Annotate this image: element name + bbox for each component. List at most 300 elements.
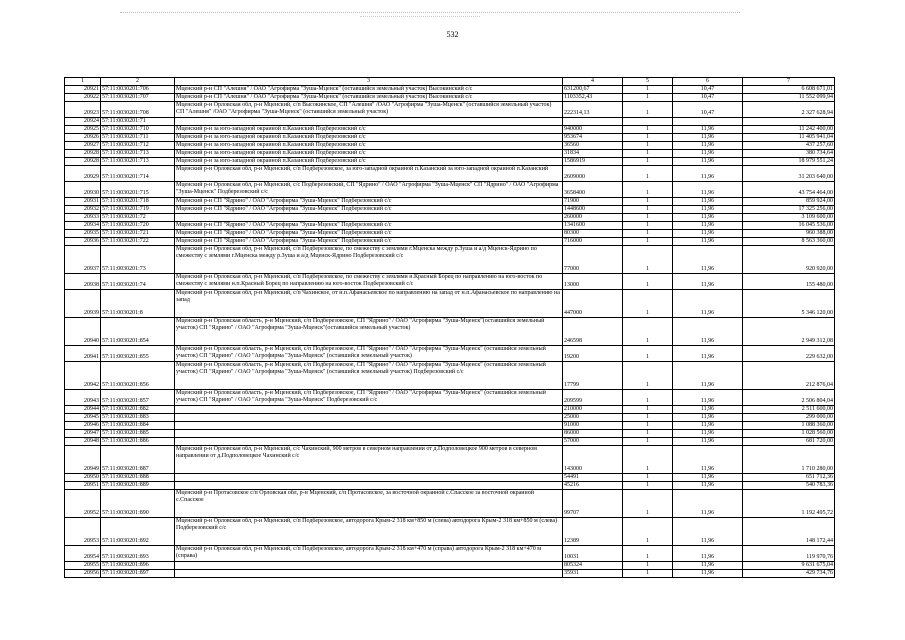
address-cell [175,438,563,446]
area-cell: 86000 [563,430,623,438]
cadastral-number-cell: 57:11:0030201:714 [101,166,175,182]
cadastral-number-cell: 57:11:0030201:713 [101,158,175,166]
table-row [65,94,835,102]
table-row [65,406,835,414]
address-cell: Мценский р-н Орловская область, р-н Мценский, с/п Подберезовское, СП "Ядрино" / ОАО "Агрофирма "Зуша-Мценск"(оставшийся земельный участок) СП "Ядрино" / ОАО "Агрофирма "Зуша-Мценск"(оставшийся земельный участок) [175,318,563,346]
header-cell: 4 [563,78,623,86]
address-cell [175,562,563,570]
count-cell: 1 [623,182,673,198]
value-cell: 1 028 560,00 [743,430,835,438]
count-cell: 1 [623,474,673,482]
count-cell: 1 [623,142,673,150]
table-row [65,346,835,362]
count-cell [623,118,673,126]
area-cell: 99707 [563,490,623,518]
count-cell: 1 [623,214,673,222]
header-cell: 2 [101,78,175,86]
row-number-cell: 20936 [65,238,101,246]
value-cell: 2 327 628,94 [743,102,835,118]
rate-cell: 11,96 [673,222,743,230]
area-cell: 209599 [563,390,623,406]
table-row [65,274,835,290]
rate-cell: 11,96 [673,182,743,198]
table-row [65,142,835,150]
value-cell: 1 710 280,00 [743,446,835,474]
count-cell: 1 [623,490,673,518]
row-number-cell: 20942 [65,362,101,390]
cadastral-number-cell: 57:11:0030201:893 [101,546,175,562]
value-cell [743,118,835,126]
address-cell: Мценский р-н СП "Ядрино" / ОАО "Агрофирма "Зуша-Мценск" Подберезовский с/с [175,230,563,238]
row-number-cell: 20943 [65,390,101,406]
area-cell: 631200,67 [563,86,623,94]
count-cell: 1 [623,150,673,158]
header-row [65,78,835,86]
cadastral-number-cell: 57:11:0030201:720 [101,222,175,230]
cadastral-number-cell: 57:11:0030201:884 [101,422,175,430]
value-cell: 380 734,64 [743,150,835,158]
count-cell: 1 [623,158,673,166]
address-cell: Мценский р-н Протасовское с/п Орловская обл, р-н Мценский, с/п Протасовское, за восточной окраиной с.Спасское за восточной окраиной с.Спасское [175,490,563,518]
row-number-cell: 20941 [65,346,101,362]
address-cell: Мценский р-н Орловская обл, р-н Мценский, с/с Чахинский, 900 метров в северном направлении от д.Подполовецкое 900 метров в северном направлении от д.Подполовецкое Чахинский с/с [175,446,563,474]
rate-cell: 11,96 [673,490,743,518]
address-cell: Мценский р-н СП "Ядрино" / ОАО "Агрофирма "Зуша-Мценск" Подберезовский с/с [175,198,563,206]
cadastral-number-cell: 57:11:0030201:887 [101,446,175,474]
row-number-cell: 20926 [65,134,101,142]
address-cell: Мценский р-н Орловская обл, р-н Мценский, с/п Подберезовское, за юго-западной окраиной п.Казанский за юго-западной окраиной п.Казанский [175,166,563,182]
value-cell: 960 388,00 [743,230,835,238]
table-row [65,546,835,562]
area-cell [563,118,623,126]
table-row [65,230,835,238]
header-cell: 1 [65,78,101,86]
area-cell: 36560 [563,142,623,150]
table-row [65,414,835,422]
count-cell: 1 [623,518,673,546]
table-row [65,246,835,274]
row-number-cell: 20947 [65,430,101,438]
table-row [65,518,835,546]
rate-cell: 11,96 [673,198,743,206]
address-cell: Мценский р-н Орловская обл, р-н Мценский, с/п Подберезовское, по смежеству с землями г.Мценска между р.Зуша и а/д Мценск-Ядрино по смежеству с землями г.Мценска между р.Зуша и а/д Мценск-Ядрино Подберезовский с/с [175,246,563,274]
rate-cell: 11,96 [673,346,743,362]
header-cell: 3 [175,78,563,86]
cadastral-table [64,77,835,578]
count-cell: 1 [623,438,673,446]
row-number-cell: 20944 [65,406,101,414]
count-cell: 1 [623,406,673,414]
value-cell: 11 552 099,94 [743,94,835,102]
address-cell: Мценский р-н за юго-западной окраиной п.Казанский Подберезовский с/с [175,126,563,134]
count-cell: 1 [623,126,673,134]
cadastral-number-cell: 57:11:0030201:71 [101,118,175,126]
value-cell: 1 192 495,72 [743,490,835,518]
rate-cell: 11,96 [673,158,743,166]
rate-cell: 11,96 [673,446,743,474]
value-cell: 6 608 671,01 [743,86,835,94]
count-cell: 1 [623,246,673,274]
rate-cell: 11,96 [673,238,743,246]
rate-cell: 11,96 [673,474,743,482]
address-cell: Мценский р-н СП "Ядрино" / ОАО "Агрофирма "Зуша-Мценск" Подберезовский с/с [175,206,563,214]
header-cell: 7 [743,78,835,86]
address-cell: Мценский р-н за юго-западной окраиной п.Казанский Подберезовский с/с [175,134,563,142]
value-cell: 1 088 360,00 [743,422,835,430]
area-cell: 953674 [563,134,623,142]
row-number-cell: 20945 [65,414,101,422]
row-number-cell: 20927 [65,142,101,150]
row-number-cell: 20933 [65,214,101,222]
value-cell: 229 632,00 [743,346,835,362]
count-cell: 1 [623,390,673,406]
area-cell: 45216 [563,482,623,490]
value-cell: 299 000,00 [743,414,835,422]
count-cell: 1 [623,94,673,102]
rate-cell: 11,96 [673,570,743,578]
row-number-cell: 20928 [65,150,101,158]
address-cell [175,430,563,438]
address-cell [175,570,563,578]
address-cell: Мценский р-н Орловская обл, р-н Мценский, с/п Подберезовское, автодорога Крым-2 318 км+470 м (справа) автодорога Крым-2 318 км+470 м (справа) [175,546,563,562]
count-cell: 1 [623,134,673,142]
area-cell: 143000 [563,446,623,474]
address-cell [175,482,563,490]
rate-cell: 11,96 [673,430,743,438]
table-row [65,118,835,126]
rate-cell: 11,96 [673,362,743,390]
value-cell: 681 720,00 [743,438,835,446]
row-number-cell: 20921 [65,86,101,94]
rate-cell: 11,96 [673,206,743,214]
rate-cell: 10,47 [673,94,743,102]
row-number-cell: 20924 [65,118,101,126]
address-cell: Мценский р-н Орловская область, р-н Мценский, с/п Подберезовское, СП "Ядрино" / ОАО "Агрофирма "Зуша-Мценск" (оставшийся земельный участок) СП "Ядрино" / ОАО "Агрофирма "Зуша-Мценск" (оставшийся земельный участок) [175,346,563,362]
area-cell: 17799 [563,362,623,390]
area-cell: 210000 [563,406,623,414]
count-cell: 1 [623,562,673,570]
table-row [65,158,835,166]
area-cell: 447000 [563,290,623,318]
cadastral-number-cell: 57:11:0030201:712 [101,142,175,150]
table-row [65,166,835,182]
value-cell: 3 109 600,00 [743,214,835,222]
cadastral-number-cell: 57:11:0030201:721 [101,230,175,238]
row-number-cell: 20946 [65,422,101,430]
cadastral-number-cell: 57:11:0030201:892 [101,518,175,546]
table-row [65,182,835,198]
value-cell: 2 949 312,08 [743,318,835,346]
header-cell: 5 [623,78,673,86]
value-cell: 148 172,44 [743,518,835,546]
area-cell: 716000 [563,238,623,246]
address-cell: Мценский р-н Орловская обл, р-н Мценский, с/п Подберезовское, автодорога Крым-2 318 км+850 м (слева) автодорога Крым-2 318 км+850 м (слева) Подберезовский с/с [175,518,563,546]
cadastral-number-cell: 57:11:0030201:888 [101,474,175,482]
area-cell: 1341600 [563,222,623,230]
table-row [65,438,835,446]
rate-cell: 11,96 [673,414,743,422]
rate-cell [673,118,743,126]
count-cell: 1 [623,546,673,562]
cadastral-number-cell: 57:11:0030201:857 [101,390,175,406]
area-cell: 12389 [563,518,623,546]
address-cell: Мценский р-н Орловская область, р-н Мценский, с/п Подберезовское, СП "Ядрино" / ОАО "Агрофирма "Зуша-Мценск" (оставшийся земельный участок) СП "Ядрино" / ОАО "Агрофирма "Зуша-Мценск" Подберезовский с/с [175,390,563,406]
count-cell: 1 [623,238,673,246]
scan-artifact [360,16,480,18]
rate-cell: 11,96 [673,390,743,406]
value-cell: 2 511 600,00 [743,406,835,414]
rate-cell: 11,96 [673,142,743,150]
rate-cell: 11,96 [673,246,743,274]
table-row [65,206,835,214]
count-cell: 1 [623,274,673,290]
rate-cell: 11,96 [673,230,743,238]
rate-cell: 11,96 [673,274,743,290]
cadastral-number-cell: 57:11:0030201:855 [101,346,175,362]
cadastral-number-cell: 57:11:0030201:896 [101,562,175,570]
address-cell: Мценский р-н СП "Ядрино" / ОАО "Агрофирма "Зуша-Мценск" Подберезовский с/с [175,238,563,246]
table-row [65,562,835,570]
count-cell: 1 [623,222,673,230]
count-cell: 1 [623,230,673,238]
cadastral-number-cell: 57:11:0030201:72 [101,214,175,222]
cadastral-number-cell: 57:11:0030201:713 [101,150,175,158]
count-cell: 1 [623,414,673,422]
count-cell: 1 [623,318,673,346]
row-number-cell: 20951 [65,482,101,490]
rate-cell: 11,96 [673,214,743,222]
count-cell: 1 [623,166,673,182]
row-number-cell: 20935 [65,230,101,238]
table-row [65,422,835,430]
row-number-cell: 20940 [65,318,101,346]
rate-cell: 11,96 [673,126,743,134]
value-cell: 920 920,00 [743,246,835,274]
value-cell: 859 924,00 [743,198,835,206]
row-number-cell: 20930 [65,182,101,198]
area-cell: 10031 [563,546,623,562]
count-cell: 1 [623,206,673,214]
rate-cell: 11,96 [673,290,743,318]
area-cell: 71900 [563,198,623,206]
count-cell: 1 [623,362,673,390]
count-cell: 1 [623,346,673,362]
area-cell: 222314,13 [563,102,623,118]
cadastral-number-cell: 57:11:0030201:719 [101,206,175,214]
count-cell: 1 [623,290,673,318]
rate-cell: 11,96 [673,422,743,430]
area-cell: 35931 [563,570,623,578]
table-row [65,362,835,390]
cadastral-number-cell: 57:11:0030201:707 [101,94,175,102]
table-row [65,214,835,222]
row-number-cell: 20931 [65,198,101,206]
scan-artifact [120,12,740,14]
rate-cell: 11,96 [673,438,743,446]
rate-cell: 11,96 [673,518,743,546]
value-cell: 31 203 640,00 [743,166,835,182]
area-cell: 57000 [563,438,623,446]
row-number-cell: 20954 [65,546,101,562]
value-cell: 17 325 256,00 [743,206,835,214]
address-cell: Мценский р-н за юго-западной окраиной п.Казанский Подберезовский с/с [175,142,563,150]
value-cell: 155 480,00 [743,274,835,290]
row-number-cell: 20937 [65,246,101,274]
address-cell: Мценский р-н СП "Ядрино" / ОАО "Агрофирма "Зуша-Мценск" Подберезовский с/с [175,222,563,230]
value-cell: 429 734,76 [743,570,835,578]
row-number-cell: 20923 [65,102,101,118]
row-number-cell: 20950 [65,474,101,482]
area-cell: 80300 [563,230,623,238]
table-row [65,126,835,134]
area-cell: 260000 [563,214,623,222]
rate-cell: 11,96 [673,166,743,182]
address-cell [175,422,563,430]
table-row [65,290,835,318]
cadastral-number-cell: 57:11:0030201:897 [101,570,175,578]
cadastral-number-cell: 57:11:0030201:706 [101,86,175,94]
table-row [65,446,835,474]
table-row [65,390,835,406]
page-number: 532 [446,30,459,39]
row-number-cell: 20956 [65,570,101,578]
value-cell: 11 405 941,04 [743,134,835,142]
row-number-cell: 20922 [65,94,101,102]
address-cell [175,406,563,414]
area-cell: 19200 [563,346,623,362]
cadastral-number-cell: 57:11:0030201:715 [101,182,175,198]
value-cell: 43 754 464,00 [743,182,835,198]
row-number-cell: 20948 [65,438,101,446]
area-cell: 940000 [563,126,623,134]
count-cell: 1 [623,430,673,438]
rate-cell: 11,96 [673,134,743,142]
count-cell: 1 [623,198,673,206]
row-number-cell: 20928 [65,158,101,166]
header-cell: 6 [673,78,743,86]
area-cell: 246598 [563,318,623,346]
table-row [65,482,835,490]
cadastral-number-cell: 57:11:0030201:710 [101,126,175,134]
address-cell: Мценский р-н Орловская обл, р-н Мценский, с/п Высокинское, СП "Алешня" /ОАО "Агрофирма "Зуша-Мценск" (оставшийся земельный участок) СП "Алешня" /ОАО "Агрофирма "Зуша-Мценск" (оставшийся земельный участок) [175,102,563,118]
address-cell: Мценский р-н за юго-западной окраиной п.Казанский Подберезовский с/с [175,150,563,158]
area-cell: 3658400 [563,182,623,198]
table-row [65,238,835,246]
cadastral-number-cell: 57:11:0030201:854 [101,318,175,346]
cadastral-number-cell: 57:11:0030201:708 [101,102,175,118]
area-cell: 2609000 [563,166,623,182]
cadastral-number-cell: 57:11:0030201:886 [101,438,175,446]
address-cell: Мценский р-н Орловская область, р-н Мценский, с/п Подберезовское, СП "Ядрино" / ОАО "Агрофирма "Зуша-Мценск" (оставшийся земельный участок) СП "Ядрино" / ОАО "Агрофирма "Зуша-Мценск" (оставшийся земельный участок) Подберезовский с/с [175,362,563,390]
count-cell: 1 [623,422,673,430]
value-cell: 16 045 536,00 [743,222,835,230]
rate-cell: 10,47 [673,86,743,94]
cadastral-number-cell: 57:11:0030201:73 [101,246,175,274]
row-number-cell: 20934 [65,222,101,230]
row-number-cell: 20925 [65,126,101,134]
count-cell: 1 [623,482,673,490]
area-cell: 54491 [563,474,623,482]
address-cell [175,414,563,422]
cadastral-number-cell: 57:11:0030201:889 [101,482,175,490]
table-row [65,134,835,142]
value-cell: 437 257,60 [743,142,835,150]
value-cell: 2 506 804,04 [743,390,835,406]
cadastral-number-cell: 57:11:0030201:74 [101,274,175,290]
cadastral-number-cell: 57:11:0030201:8 [101,290,175,318]
row-number-cell: 20939 [65,290,101,318]
cadastral-number-cell: 57:11:0030201:718 [101,198,175,206]
value-cell: 18 979 551,24 [743,158,835,166]
address-cell: Мценский р-н СП "Алешня" / ОАО "Агрофирма "Зуша-Мценск" (оставшийся земельный участок) Высокинский с/с [175,86,563,94]
cadastral-number-cell: 57:11:0030201:882 [101,406,175,414]
value-cell: 8 563 360,00 [743,238,835,246]
rate-cell: 11,96 [673,318,743,346]
address-cell: Мценский р-н Орловская обл, р-н Мценский, с/с Подберезовский, СП "Ядрино" / ОАО "Агрофирма "Зуша-Мценск" СП "Ядрино" / ОАО "Агрофирма "Зуша-Мценск" Подберезовский с/с [175,182,563,198]
area-cell: 77000 [563,246,623,274]
area-cell: 1448600 [563,206,623,214]
area-cell: 91000 [563,422,623,430]
table-row [65,198,835,206]
table-row [65,430,835,438]
table-row [65,318,835,346]
table-row [65,102,835,118]
address-cell [175,118,563,126]
table-row [65,474,835,482]
address-cell: Мценский р-н СП "Алешня" / ОАО "Агрофирма "Зуша-Мценск" (оставшийся земельный участок) Высокинский с/с [175,94,563,102]
count-cell: 1 [623,86,673,94]
value-cell: 11 242 400,00 [743,126,835,134]
table-row [65,490,835,518]
area-cell: 1103352,43 [563,94,623,102]
area-cell: 31834 [563,150,623,158]
value-cell: 5 346 120,00 [743,290,835,318]
rate-cell: 11,96 [673,150,743,158]
cadastral-number-cell: 57:11:0030201:856 [101,362,175,390]
address-cell [175,474,563,482]
address-cell: Мценский р-н Орловская обл, р-н Мценский, с/п Чахинское, от н.п.Афанасьевское по направлению на запад от н.п.Афанасьевское по направлению на запад [175,290,563,318]
area-cell: 13000 [563,274,623,290]
value-cell: 212 876,04 [743,362,835,390]
count-cell: 1 [623,446,673,474]
area-cell: 805324 [563,562,623,570]
cadastral-number-cell: 57:11:0030201:722 [101,238,175,246]
row-number-cell: 20952 [65,490,101,518]
value-cell: 651 712,36 [743,474,835,482]
table-row [65,86,835,94]
address-cell: Мценский р-н Орловская обл, р-н Мценский, с/п Подберезовское, по смежеству с землями н.Красный Борец по направлению на юго-восток по смежеству с землями н.п.Красный Борец по направлению на юго-восток Подберезовский с/с [175,274,563,290]
row-number-cell: 20949 [65,446,101,474]
rate-cell: 11,96 [673,562,743,570]
cadastral-number-cell: 57:11:0030201:885 [101,430,175,438]
row-number-cell: 20938 [65,274,101,290]
value-cell: 119 970,76 [743,546,835,562]
rate-cell: 10,47 [673,102,743,118]
rate-cell: 11,96 [673,406,743,414]
table-row [65,570,835,578]
value-cell: 9 631 675,04 [743,562,835,570]
rate-cell: 11,96 [673,546,743,562]
cadastral-number-cell: 57:11:0030201:890 [101,490,175,518]
cadastral-number-cell: 57:11:0030201:711 [101,134,175,142]
rate-cell: 11,96 [673,482,743,490]
row-number-cell: 20932 [65,206,101,214]
value-cell: 540 783,36 [743,482,835,490]
row-number-cell: 20929 [65,166,101,182]
address-cell [175,214,563,222]
count-cell: 1 [623,570,673,578]
table-row [65,150,835,158]
